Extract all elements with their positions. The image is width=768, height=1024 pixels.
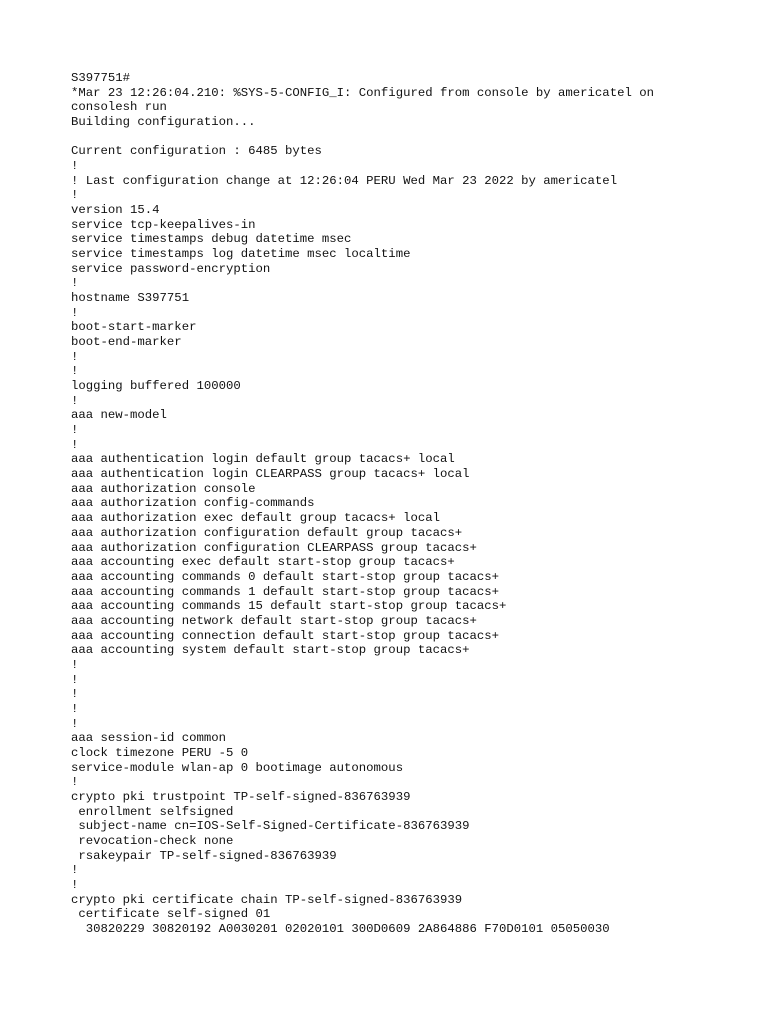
config-line: Building configuration... — [71, 115, 256, 130]
config-line: aaa authorization exec default group tacacs+ local — [71, 511, 440, 526]
config-line: aaa authorization configuration default group tacacs+ — [71, 525, 463, 540]
config-line: 30820229 30820192 A0030201 02020101 300D0609 2A864886 F70D0101 05050030 — [71, 921, 610, 936]
config-line: ! — [71, 863, 79, 878]
config-line: clock timezone PERU -5 0 — [71, 745, 249, 760]
config-line: aaa authorization configuration CLEARPASS group tacacs+ — [71, 540, 477, 555]
config-line: rsakeypair TP-self-signed-836763939 — [71, 848, 337, 863]
config-line: boot-end-marker — [71, 335, 182, 350]
config-line: aaa accounting commands 1 default start-stop group tacacs+ — [71, 584, 500, 599]
config-line: ! — [71, 701, 79, 716]
config-line: aaa accounting connection default start-stop group tacacs+ — [71, 628, 500, 643]
config-line: Current configuration : 6485 bytes — [71, 144, 322, 159]
config-line: hostname S397751 — [71, 291, 190, 306]
config-line: aaa accounting network default start-stop group tacacs+ — [71, 613, 477, 628]
config-line — [71, 130, 654, 145]
config-line: aaa authorization config-commands — [71, 496, 315, 511]
config-line: subject-name cn=IOS-Self-Signed-Certificate-836763939 — [71, 819, 470, 834]
config-line: ! — [71, 276, 79, 291]
config-text — [71, 71, 654, 937]
config-line: ! — [71, 364, 79, 379]
config-line: service password-encryption — [71, 261, 271, 276]
config-line: aaa authorization console — [71, 481, 256, 496]
config-line: crypto pki trustpoint TP-self-signed-836763939 — [71, 789, 411, 804]
config-line: service timestamps log datetime msec localtime — [71, 247, 411, 262]
config-line: logging buffered 100000 — [71, 379, 241, 394]
config-line: boot-start-marker — [71, 320, 197, 335]
config-line: ! — [71, 423, 79, 438]
config-line: ! — [71, 716, 79, 731]
config-line: certificate self-signed 01 — [71, 907, 271, 922]
config-line: ! — [71, 188, 79, 203]
config-line: ! — [71, 687, 79, 702]
config-line: aaa authentication login CLEARPASS group tacacs+ local — [71, 467, 470, 482]
config-line: service tcp-keepalives-in — [71, 217, 256, 232]
config-line: aaa authentication login default group tacacs+ local — [71, 452, 455, 467]
config-line: crypto pki certificate chain TP-self-signed-836763939 — [71, 892, 463, 907]
config-line: ! — [71, 305, 79, 320]
config-line: revocation-check none — [71, 833, 234, 848]
config-line: S397751# — [71, 71, 131, 85]
config-line: ! — [71, 657, 79, 672]
config-line: enrollment selfsigned — [71, 804, 234, 819]
config-line: version 15.4 — [71, 203, 160, 218]
config-line: aaa new-model — [71, 408, 167, 423]
config-line: ! — [71, 672, 79, 687]
config-line: ! — [71, 877, 79, 892]
config-line: ! — [71, 775, 79, 790]
config-line: aaa accounting commands 15 default start-stop group tacacs+ — [71, 599, 507, 614]
config-line: aaa accounting system default start-stop group tacacs+ — [71, 643, 470, 658]
config-line: *Mar 23 12:26:04.210: %SYS-5-CONFIG_I: Configured from console by americatel on — [71, 85, 654, 100]
config-line: ! — [71, 349, 79, 364]
config-line: consolesh run — [71, 100, 167, 115]
config-line: ! — [71, 437, 79, 452]
config-line: ! Last configuration change at 12:26:04 PERU Wed Mar 23 2022 by americatel — [71, 173, 618, 188]
config-line: service timestamps debug datetime msec — [71, 232, 352, 247]
config-line: aaa session-id common — [71, 731, 226, 746]
config-line: ! — [71, 159, 79, 174]
config-line: ! — [71, 393, 79, 408]
config-line: aaa accounting exec default start-stop group tacacs+ — [71, 555, 455, 570]
config-line: aaa accounting commands 0 default start-stop group tacacs+ — [71, 569, 500, 584]
config-line: service-module wlan-ap 0 bootimage autonomous — [71, 760, 404, 775]
